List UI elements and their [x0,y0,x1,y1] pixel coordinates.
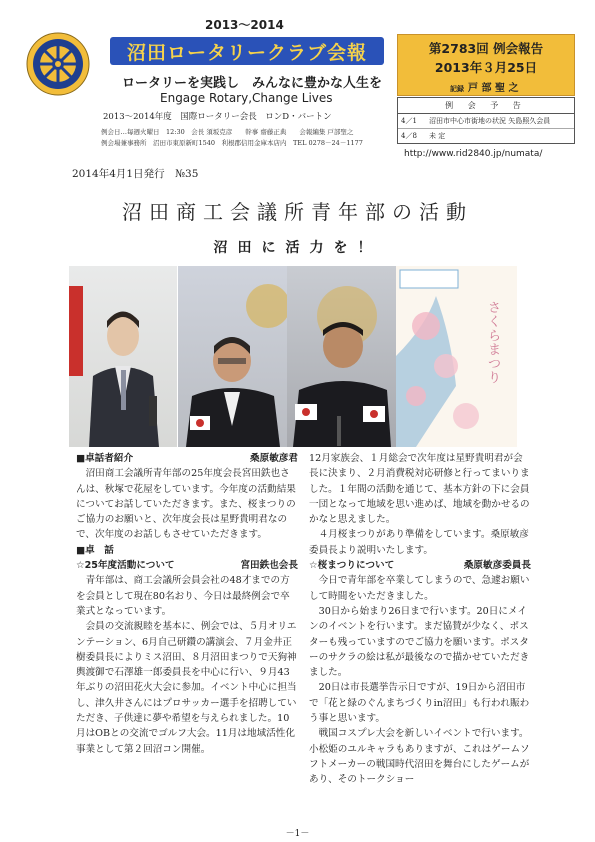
meeting-info [101,127,363,149]
article-title: 沼田商工会議所青年部の活動 [122,200,473,224]
report-number: 第2783回 例会報告 [428,41,544,56]
schedule-text: 未 定 [429,132,446,140]
schedule-text: 沼田市中心市街地の状況 矢島照久会員 [429,117,551,125]
heading-label: ☆桜まつりについて [309,560,395,572]
recorder-label: 記録 [450,85,464,93]
paragraph: 会員の交流親睦を基本に、例会では、５月オリエンテーション、6月自己研鑽の講演会、７月金井正樹委員長によりミス沼田、８月沼田まつりで天狗神輿渡御で石澤雄一郎委員長を中心に行い、９月43年ぶりの沼田花火大会に参加。イベント中心に担当し、津久井さんにはプロサッカー選手を招聘していただき、子供達に夢や希望を与えられました。10月はOBとの交流でゴルフ大会。11月は地域活性化事業として第２回沼コン開催。 [76,621,297,755]
schedule-date: 4／8 [401,132,417,140]
photo-chairman-speaking [178,266,287,447]
paragraph: 今日で青年部を卒業してしまうので、急遽お願いして時間をいただきました。 [309,575,530,602]
recorder-name: 戸 部 聖 之 [468,83,519,94]
left-column [76,451,298,757]
schedule-row [398,114,574,129]
section-heading [309,558,531,573]
section-heading [76,558,298,573]
heading-person: 桑原敏彦君 [250,453,298,464]
meeting-schedule [397,97,575,144]
issue-line: 2014年4月1日発行 №35 [72,168,199,180]
meeting-report-box [397,34,575,96]
right-column [309,451,531,788]
heading-label: ■卓話者紹介 [76,453,134,464]
meeting-info-line-1: 例会日…毎週火曜日 12:30 会長 須坂克彦 幹事 齋藤正典 会報編集 戸部聖之 [101,128,354,136]
photo-festival-poster [396,266,517,447]
year-info: 2013～2014年度 国際ロータリー会長 ロンD・バートン [103,112,332,122]
heading-person: 桑原敏彦委員長 [463,560,531,572]
page-number: －1－ [285,829,310,839]
paragraph: ４月桜まつりがあり準備をしています。桑原敏彦委員長より説明いたします。 [309,529,529,556]
heading-label: ■卓 話 [76,544,114,556]
slogan-japanese: ロータリーを実践し みんなに豊かな人生を [122,76,383,91]
heading-label: ☆25年度活動について [76,560,175,572]
schedule-date: 4／1 [401,117,417,125]
schedule-title: 例 会 予 告 [398,98,574,114]
paragraph: 青年部は、商工会議所会員会社の48才までの方を会員として現在80名おり、今日は最終例会で卒業式となっています。 [76,575,290,617]
paragraph: 30日から始まり26日まで行います。20日にメインのイベントを行います。まだ協賛が少なく、ポスターも残っていますのでご協力を願います。ポスターのサクラの絵は私が最後なので描かせていただきました。 [309,605,530,679]
heading-person: 宮田鉄也会長 [240,560,298,572]
section-heading [76,543,298,558]
paragraph: 戦国コスプレ大会を新しいイベントで行います。小松姫のユルキャラもありますが、これはゲームソフトメーカーの戦国時代沼田を舞台にしたゲームがあり、そのトークショー [309,728,530,786]
slogan-english: Engage Rotary,Change Lives [160,91,333,105]
paragraph: 沼田商工会議所青年部の25年度会長宮田鉄也さんは、秋塚で花屋をしています。今年度の活動結果についてお話していただきます。また、桜まつりのご協力のお願いと、次年度会長は星野貴明君なので、次年度のお話しもさせていただきます。 [76,468,296,541]
club-newsletter-banner: 沼田ロータリークラブ会報 [110,37,384,65]
paragraph: 12月家族会、１月総会で次年度は星野貴明君が会長に決まり、２月消費税対応研修と行ってまいりました。１年間の活動を通じて、基本方針の下に会員一団となって地域を思い進めば、地域を動かせるのかなと思えました。 [309,453,530,526]
article-subtitle: 沼田に活力を！ [213,240,382,256]
poster-title: さくらまつり [488,301,502,386]
paragraph: 20日は市長選挙告示日ですが、19日から沼田市で「花と緑のぐんまちづくりin沼田」も行われ賑わう事と思います。 [309,682,530,725]
section-heading [76,451,298,466]
rotary-logo [26,32,90,96]
recorder [450,79,518,94]
report-date: 2013年３月25日 [434,60,538,75]
meeting-info-line-2: 例会場兼事務所 沼田市東原新町1540 利根郡信用金庫本店内 TEL 0278－24－1177 [101,139,363,147]
schedule-row [398,129,574,143]
website-link[interactable]: http://www.rid2840.jp/numata/ [404,149,543,159]
year-range: 2013～2014 [205,18,284,32]
photo-speaker-introduction [69,266,177,447]
photo-committee-chair [287,266,396,447]
